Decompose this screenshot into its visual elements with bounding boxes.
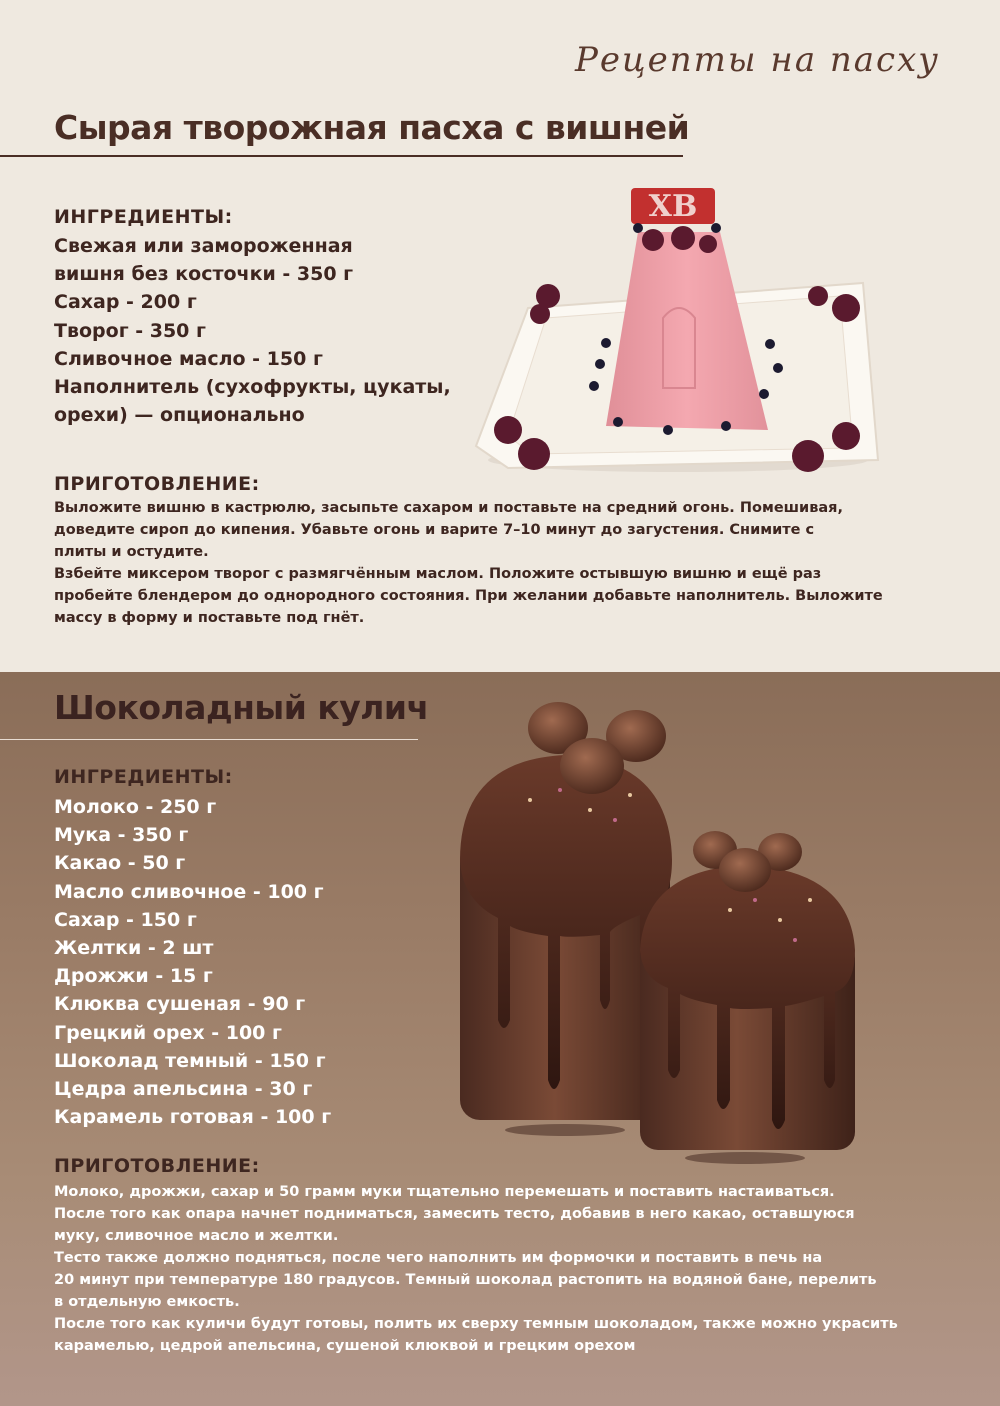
ingredient-item: Шоколад темный - 150 г — [54, 1049, 326, 1072]
ingredient-item: Карамель готовая - 100 г — [54, 1106, 332, 1129]
ingredient-item: Клюква сушеная - 90 г — [54, 993, 306, 1016]
recipe2-preparation-label: ПРИГОТОВЛЕНИЕ: — [54, 1155, 260, 1177]
prep-line: пробейте блендером до однородного состояния. При желании добавьте наполнитель. Выложите — [54, 588, 883, 604]
ingredient-item: орехи) — опционально — [54, 404, 305, 427]
ingredient-item: Свежая или замороженная — [54, 235, 353, 257]
prep-line: Тесто также должно подняться, после чего наполнить им формочки и поставить в печь на — [54, 1250, 823, 1266]
ingredient-item: Цедра апельсина - 30 г — [54, 1078, 313, 1101]
paskha-image — [468, 168, 888, 480]
recipe1-title-rule — [0, 155, 683, 157]
recipe1-preparation-label: ПРИГОТОВЛЕНИЕ: — [54, 473, 260, 495]
prep-line: После того как куличи будут готовы, полить их сверху темным шоколадом, также можно украсить — [54, 1316, 898, 1332]
recipe2-title-rule — [0, 739, 418, 740]
recipe1-ingredients-list — [54, 232, 451, 429]
prep-line: доведите сироп до кипения. Убавьте огонь и варите 7–10 минут до загустения. Снимите с — [54, 522, 815, 538]
ingredient-item: Творог - 350 г — [54, 319, 206, 342]
prep-line: 20 минут при температуре 180 градусов. Темный шоколад растопить на водяной бане, перелить — [54, 1272, 877, 1288]
prep-line: Взбейте миксером творог с размягчённым маслом. Положите остывшую вишню и ещё раз — [54, 566, 822, 582]
ingredient-item: Сахар - 150 г — [54, 908, 197, 931]
topper-text: ХВ — [648, 189, 698, 224]
ingredient-item: Грецкий орех - 100 г — [54, 1021, 282, 1044]
recipe2-ingredients-list — [54, 793, 331, 1131]
ingredient-item: Дрожжи - 15 г — [54, 965, 213, 988]
ingredient-item: вишня без косточки - 350 г — [54, 263, 354, 286]
prep-line: карамелью, цедрой апельсина, сушеной клюквой и грецким орехом — [54, 1338, 636, 1354]
ingredient-item: Наполнитель (сухофрукты, цукаты, — [54, 376, 451, 399]
recipe1-title: Сырая творожная пасха с вишней — [54, 108, 690, 147]
prep-line: Молоко, дрожжи, сахар и 50 грамм муки тщательно перемешать и поставить настаиваться. — [54, 1184, 835, 1200]
prep-line: в отдельную емкость. — [54, 1294, 240, 1310]
prep-line: Выложите вишню в кастрюлю, засыпьте сахаром и поставьте на средний огонь. Помешивая, — [54, 500, 843, 516]
chocolate-kulich-image — [440, 700, 880, 1170]
ingredient-item: Молоко - 250 г — [54, 796, 217, 818]
recipe2-title: Шоколадный кулич — [54, 688, 429, 727]
prep-line: массу в форму и поставьте под гнёт. — [54, 610, 365, 626]
script-header: Рецепты на пасху — [574, 40, 940, 80]
ingredient-item: Сливочное масло - 150 г — [54, 347, 323, 370]
prep-line: плиты и остудите. — [54, 544, 209, 560]
ingredient-item: Масло сливочное - 100 г — [54, 880, 324, 903]
recipe1-preparation-text — [54, 497, 883, 629]
ingredient-item: Какао - 50 г — [54, 852, 186, 875]
ingredient-item: Сахар - 200 г — [54, 291, 197, 314]
prep-line: муку, сливочное масло и желтки. — [54, 1228, 339, 1244]
prep-line: После того как опара начнет подниматься, замесить тесто, добавив в него какао, оставшуюся — [54, 1206, 855, 1222]
recipe2-preparation-text — [54, 1181, 898, 1357]
ingredient-item: Желтки - 2 шт — [54, 937, 214, 960]
recipe2-ingredients-label: ИНГРЕДИЕНТЫ: — [54, 766, 233, 788]
ingredient-item: Мука - 350 г — [54, 824, 189, 847]
recipe1-ingredients-label: ИНГРЕДИЕНТЫ: — [54, 206, 233, 228]
